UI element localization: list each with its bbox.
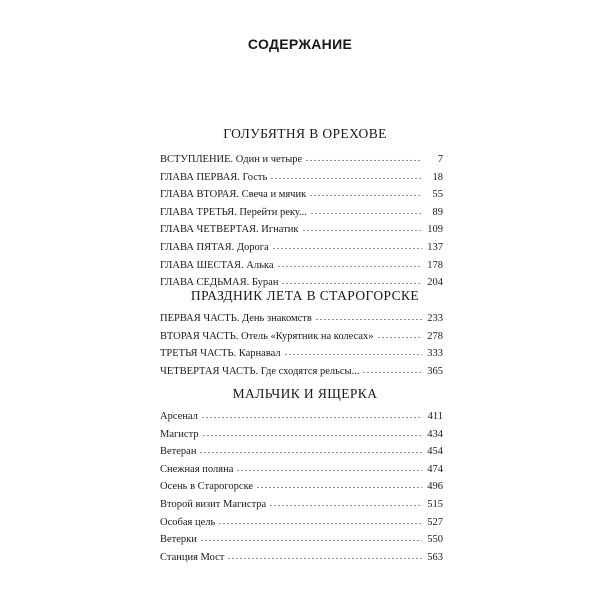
toc-entry-label: Ветерки [160, 534, 197, 546]
dot-leader [201, 407, 422, 420]
toc-entry-label: Осень в Старогорске [160, 481, 254, 493]
dot-leader [270, 168, 422, 181]
toc-entry[interactable] [160, 361, 443, 379]
toc-entry[interactable] [160, 184, 443, 202]
page-title: СОДЕРЖАНИЕ [247, 36, 353, 52]
toc-entry-label: ГЛАВА ТРЕТЬЯ. Перейти реку... [160, 206, 307, 218]
toc-entry-page: 454 [427, 446, 443, 458]
toc-entry-page: 18 [432, 171, 443, 183]
toc-entry-page: 527 [427, 516, 443, 528]
toc-entry[interactable] [160, 326, 443, 344]
toc-entry-label: ГЛАВА ПЯТАЯ. Дорога [160, 241, 269, 253]
toc-entry[interactable] [160, 512, 443, 530]
toc-entry[interactable] [160, 459, 443, 477]
dot-leader [236, 460, 422, 473]
toc-entry-label: ВТОРАЯ ЧАСТЬ. Отель «Курятник на колесах» [160, 330, 374, 342]
toc-entry-page: 89 [432, 206, 443, 218]
toc-entry-page: 233 [427, 313, 443, 324]
toc-entry[interactable] [160, 255, 443, 273]
toc-entry[interactable] [160, 494, 443, 512]
dot-leader [284, 344, 422, 357]
toc-entry[interactable] [160, 547, 443, 565]
toc-entry[interactable] [160, 441, 443, 459]
toc-entry[interactable] [160, 406, 443, 424]
toc-entry-label: Ветеран [160, 446, 197, 458]
dot-leader [227, 548, 422, 561]
section-heading-1: ГОЛУБЯТНЯ В ОРЕХОВЕ [223, 126, 387, 141]
toc-list-section-2 [160, 308, 443, 378]
dot-leader [305, 150, 422, 163]
dot-leader [281, 273, 422, 286]
toc-entry-label: ГЛАВА ВТОРАЯ. Свеча и мячик [160, 189, 307, 201]
toc-entry-label: ТРЕТЬЯ ЧАСТЬ. Карнавал [160, 348, 281, 360]
section-heading-2: ПРАЗДНИК ЛЕТА В СТАРОГОРСКЕ [190, 288, 420, 303]
dot-leader [362, 362, 422, 375]
toc-entry-label: ГЛАВА СЕДЬМАЯ. Буран [160, 277, 279, 289]
dot-leader [377, 327, 422, 340]
dot-leader [218, 513, 422, 526]
toc-entry-label: Арсенал [160, 411, 198, 422]
toc-entry-page: 496 [427, 481, 443, 493]
dot-leader [256, 477, 422, 490]
toc-entry-label: Особая цель [160, 516, 216, 528]
dot-leader [315, 309, 422, 322]
toc-entry[interactable] [160, 343, 443, 361]
toc-entry-page: 411 [427, 411, 443, 422]
toc-entry-label: Магистр [160, 428, 199, 440]
toc-entry-label: ПЕРВАЯ ЧАСТЬ. День знакомств [160, 313, 312, 324]
toc-entry-label: ГЛАВА ШЕСТАЯ. Алька [160, 259, 274, 271]
dot-leader [310, 203, 422, 216]
toc-entry[interactable] [160, 476, 443, 494]
dot-leader [309, 185, 422, 198]
toc-list-section-3 [160, 406, 443, 564]
toc-entry-page: 204 [427, 277, 443, 289]
toc-entry[interactable] [160, 202, 443, 220]
toc-entry-page: 365 [427, 365, 443, 377]
toc-entry-page: 7 [437, 154, 443, 165]
toc-entry-page: 563 [427, 551, 443, 563]
toc-entry[interactable] [160, 149, 443, 167]
section-heading-3: МАЛЬЧИК И ЯЩЕРКА [232, 386, 378, 401]
toc-entry-label: Второй визит Магистра [160, 498, 267, 510]
toc-entry-page: 550 [427, 534, 443, 546]
toc-entry-label: ЧЕТВЕРТАЯ ЧАСТЬ. Где сходятся рельсы... [160, 365, 360, 377]
dot-leader [272, 238, 422, 251]
dot-leader [302, 220, 422, 233]
dot-leader [199, 442, 422, 455]
toc-entry-page: 55 [432, 189, 443, 201]
toc-entry-page: 137 [427, 241, 443, 253]
toc-entry[interactable] [160, 308, 443, 326]
dot-leader [277, 256, 423, 269]
toc-entry-label: ГЛАВА ПЕРВАЯ. Гость [160, 171, 268, 183]
toc-entry-page: 109 [427, 224, 443, 236]
toc-entry[interactable] [160, 167, 443, 185]
toc-entry[interactable] [160, 237, 443, 255]
toc-entry-page: 474 [427, 463, 443, 475]
dot-leader [200, 530, 422, 543]
toc-entry-page: 515 [427, 498, 443, 510]
toc-entry-label: ГЛАВА ЧЕТВЕРТАЯ. Игнатик [160, 224, 299, 236]
toc-entry-page: 178 [427, 259, 443, 271]
toc-list-section-1 [160, 149, 443, 290]
toc-entry[interactable] [160, 529, 443, 547]
toc-entry[interactable] [160, 424, 443, 442]
dot-leader [202, 425, 422, 438]
toc-entry-label: Станция Мост [160, 551, 225, 563]
toc-entry-label: Снежная поляна [160, 463, 234, 475]
toc-entry-page: 278 [427, 330, 443, 342]
dot-leader [269, 495, 422, 508]
toc-entry-label: ВСТУПЛЕНИЕ. Один и четыре [160, 154, 303, 165]
toc-entry-page: 434 [427, 428, 443, 440]
toc-entry-page: 333 [427, 348, 443, 360]
toc-entry[interactable] [160, 219, 443, 237]
